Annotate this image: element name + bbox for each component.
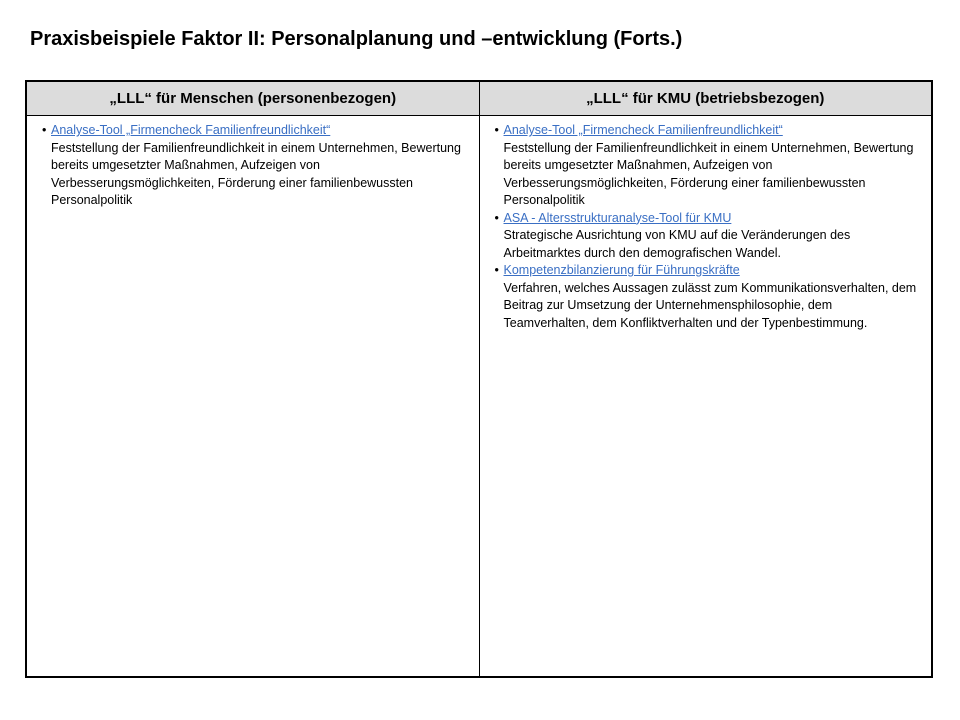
- comparison-table: [25, 80, 933, 678]
- list-item: [496, 262, 920, 332]
- slide-title: Praxisbeispiele Faktor II: Personalplanung und –entwicklung (Forts.): [30, 28, 683, 50]
- firmencheck-link[interactable]: Analyse-Tool „Firmencheck Familienfreundlichkeit“: [503, 123, 783, 137]
- table-header-row: [27, 82, 931, 116]
- firmencheck-description: Feststellung der Familienfreundlichkeit in einem Unternehmen, Bewertung bereits umgesetzter Maßnahmen, Aufzeigen von Verbesserungsmöglichkeiten, Förderung einer familienbewussten Personalpolitik: [51, 140, 461, 207]
- header-kmu: „LLL“ für KMU (betriebsbezogen): [586, 90, 825, 107]
- asa-tool-link[interactable]: ASA - Altersstrukturanalyse-Tool für KMU: [503, 210, 732, 225]
- table-body-row: [27, 116, 931, 676]
- bullet-icon: •: [42, 123, 47, 137]
- kompetenzbilanzierung-description: Verfahren, welches Aussagen zulässt zum Kommunikationsverhalten, dem Beitrag zur Umsetzung der Unternehmensphilosophie, dem Teamverhalten, dem Konfliktverhalten und der Typenbestimmung.: [503, 280, 917, 330]
- list-item: [496, 122, 920, 210]
- asa-tool-description: Strategische Ausrichtung von KMU auf die Veränderungen des Arbeitmarktes durch den demografischen Wandel.: [503, 228, 851, 260]
- list-item: [496, 210, 920, 263]
- list-item: [43, 122, 467, 210]
- bullet-icon: •: [494, 263, 499, 277]
- persons-column: [27, 116, 480, 676]
- firmencheck-description: Feststellung der Familienfreundlichkeit in einem Unternehmen, Bewertung bereits umgesetzter Maßnahmen, Aufzeigen von Verbesserungsmöglichkeiten, Förderung einer familienbewussten Personalpolitik: [503, 140, 914, 207]
- bullet-icon: •: [494, 210, 499, 225]
- kmu-column: [480, 116, 932, 676]
- header-persons: „LLL“ für Menschen (personenbezogen): [27, 82, 480, 115]
- firmencheck-link[interactable]: Analyse-Tool „Firmencheck Familienfreundlichkeit“: [51, 123, 331, 137]
- kompetenzbilanzierung-link[interactable]: Kompetenzbilanzierung für Führungskräfte: [503, 263, 740, 277]
- bullet-icon: •: [494, 123, 499, 137]
